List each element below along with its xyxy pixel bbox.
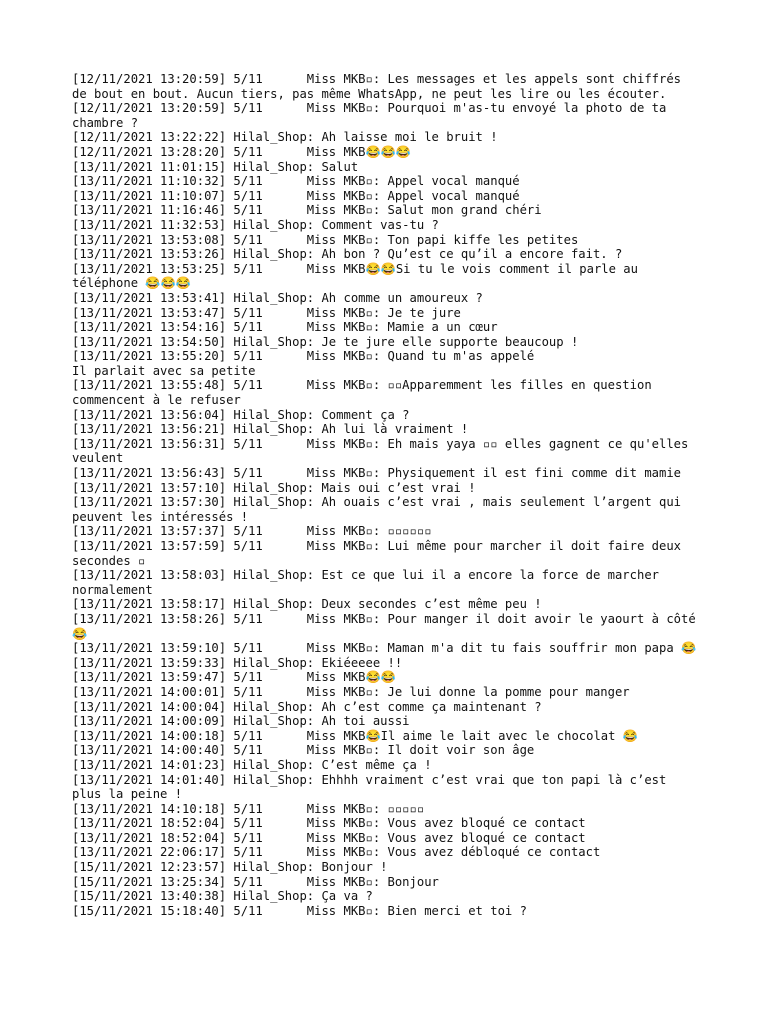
chat-message-line: [13/11/2021 13:57:30] Hilal_Shop: Ah ouais c’est vrai , mais seulement l’argent qui peuvent les intéressés ! (72, 495, 689, 524)
chat-message-line: [13/11/2021 14:00:09] Hilal_Shop: Ah toi aussi (72, 714, 410, 729)
chat-message-line: [13/11/2021 13:56:21] Hilal_Shop: Ah lui là vraiment ! (72, 422, 469, 437)
chat-message-line: [13/11/2021 11:16:46] 5/11 Miss MKB▫: Salut mon grand chéri (72, 203, 542, 218)
chat-message-line: [13/11/2021 13:59:10] 5/11 Miss MKB▫: Maman m'a dit tu fais souffrir mon papa 😂 (72, 641, 697, 656)
chat-message-line: [13/11/2021 11:32:53] Hilal_Shop: Comment vas-tu ? (72, 217, 439, 232)
chat-transcript (72, 72, 704, 918)
chat-message-line: [13/11/2021 13:57:10] Hilal_Shop: Mais oui c’est vrai ! (72, 480, 476, 495)
chat-message-line: [13/11/2021 18:52:04] 5/11 Miss MKB▫: Vous avez bloqué ce contact (72, 830, 586, 845)
chat-message-line: [13/11/2021 13:56:31] 5/11 Miss MKB▫: Eh mais yaya ▫▫ elles gagnent ce qu'elles veulent (72, 436, 696, 466)
chat-message-line: [12/11/2021 13:28:20] 5/11 Miss MKB😂😂😂 (72, 144, 412, 159)
chat-message-line: [13/11/2021 13:57:37] 5/11 Miss MKB▫: ▫▫▫▫▫▫ (72, 524, 432, 539)
chat-message-line: [13/11/2021 13:57:59] 5/11 Miss MKB▫: Lui même pour marcher il doit faire deux secondes ▫ (72, 539, 689, 568)
chat-message-line: [13/11/2021 14:00:40] 5/11 Miss MKB▫: Il doit voir son âge (72, 743, 535, 758)
chat-message-line: [13/11/2021 13:55:20] 5/11 Miss MKB▫: Quand tu m'as appelé Il parlait avec sa petite (72, 349, 535, 378)
chat-message-line: [12/11/2021 13:22:22] Hilal_Shop: Ah laisse moi le bruit ! (72, 130, 498, 145)
chat-message-line: [13/11/2021 14:01:40] Hilal_Shop: Ehhhh vraiment c’est vrai que ton papi là c’est plus la peine ! (72, 772, 674, 802)
chat-message-line: [13/11/2021 11:10:32] 5/11 Miss MKB▫: Appel vocal manqué (72, 174, 520, 189)
chat-message-line: [15/11/2021 15:18:40] 5/11 Miss MKB▫: Bien merci et toi ? (72, 903, 527, 918)
chat-message-line: [13/11/2021 14:10:18] 5/11 Miss MKB▫: ▫▫▫▫▫ (72, 801, 425, 816)
chat-message-line: [13/11/2021 13:53:25] 5/11 Miss MKB😂😂Si tu le vois comment il parle au téléphone 😂😂😂 (72, 261, 646, 291)
chat-message-line: [15/11/2021 12:23:57] Hilal_Shop: Bonjour ! (72, 860, 388, 875)
chat-message-line: [13/11/2021 22:06:17] 5/11 Miss MKB▫: Vous avez débloqué ce contact (72, 845, 601, 860)
chat-message-line: [13/11/2021 13:58:17] Hilal_Shop: Deux secondes c’est même peu ! (72, 597, 542, 612)
chat-message-line: [13/11/2021 11:10:07] 5/11 Miss MKB▫: Appel vocal manqué (72, 188, 520, 203)
chat-message-line: [13/11/2021 14:00:18] 5/11 Miss MKB😂Il aime le lait avec le chocolat 😂 (72, 728, 638, 743)
chat-message-line: [13/11/2021 13:53:41] Hilal_Shop: Ah comme un amoureux ? (72, 290, 483, 305)
chat-message-line: [13/11/2021 13:54:50] Hilal_Shop: Je te jure elle supporte beaucoup ! (72, 334, 579, 349)
chat-message-line: [12/11/2021 13:20:59] 5/11 Miss MKB▫: Pourquoi m'as-tu envoyé la photo de ta chambre ? (72, 101, 674, 130)
chat-message-line: [13/11/2021 13:56:04] Hilal_Shop: Comment ça ? (72, 407, 410, 422)
chat-message-line: [13/11/2021 13:55:48] 5/11 Miss MKB▫: ▫▫Apparemment les filles en question commencent à le refuser (72, 378, 660, 408)
chat-message-line: [13/11/2021 13:53:47] 5/11 Miss MKB▫: Je te jure (72, 305, 461, 320)
chat-message-line: [13/11/2021 18:52:04] 5/11 Miss MKB▫: Vous avez bloqué ce contact (72, 816, 586, 831)
chat-message-line: [12/11/2021 13:20:59] 5/11 Miss MKB▫: Les messages et les appels sont chiffrés de bout en bout. Aucun tiers, pas même WhatsApp, ne peut les lire ou les écouter. (72, 72, 689, 101)
chat-message-line: [13/11/2021 13:56:43] 5/11 Miss MKB▫: Physiquement il est fini comme dit mamie (72, 466, 682, 481)
chat-message-line: [13/11/2021 14:01:23] Hilal_Shop: C’est même ça ! (72, 757, 432, 772)
chat-message-line: [13/11/2021 13:53:26] Hilal_Shop: Ah bon ? Qu’est ce qu’il a encore fait. ? (72, 247, 623, 262)
chat-message-line: [13/11/2021 13:54:16] 5/11 Miss MKB▫: Mamie a un cœur (72, 320, 498, 335)
chat-message-line: [15/11/2021 13:25:34] 5/11 Miss MKB▫: Bonjour (72, 874, 439, 889)
chat-message-line: [13/11/2021 13:58:03] Hilal_Shop: Est ce que lui il a encore la force de marcher normalement (72, 568, 667, 597)
chat-message-line: [13/11/2021 13:53:08] 5/11 Miss MKB▫: Ton papi kiffe les petites (72, 232, 579, 247)
chat-message-line: [13/11/2021 13:59:47] 5/11 Miss MKB😂😂 (72, 670, 396, 685)
chat-message-line: [15/11/2021 13:40:38] Hilal_Shop: Ça va ? (72, 889, 373, 904)
chat-message-line: [13/11/2021 11:01:15] Hilal_Shop: Salut (72, 159, 359, 174)
chat-message-line: [13/11/2021 14:00:04] Hilal_Shop: Ah c’est comme ça maintenant ? (72, 699, 542, 714)
chat-message-line: [13/11/2021 13:59:33] Hilal_Shop: Ekiéeeee !! (72, 655, 403, 670)
chat-message-line: [13/11/2021 14:00:01] 5/11 Miss MKB▫: Je lui donne la pomme pour manger (72, 684, 630, 699)
chat-message-line: [13/11/2021 13:58:26] 5/11 Miss MKB▫: Pour manger il doit avoir le yaourt à côté 😂 (72, 611, 704, 641)
